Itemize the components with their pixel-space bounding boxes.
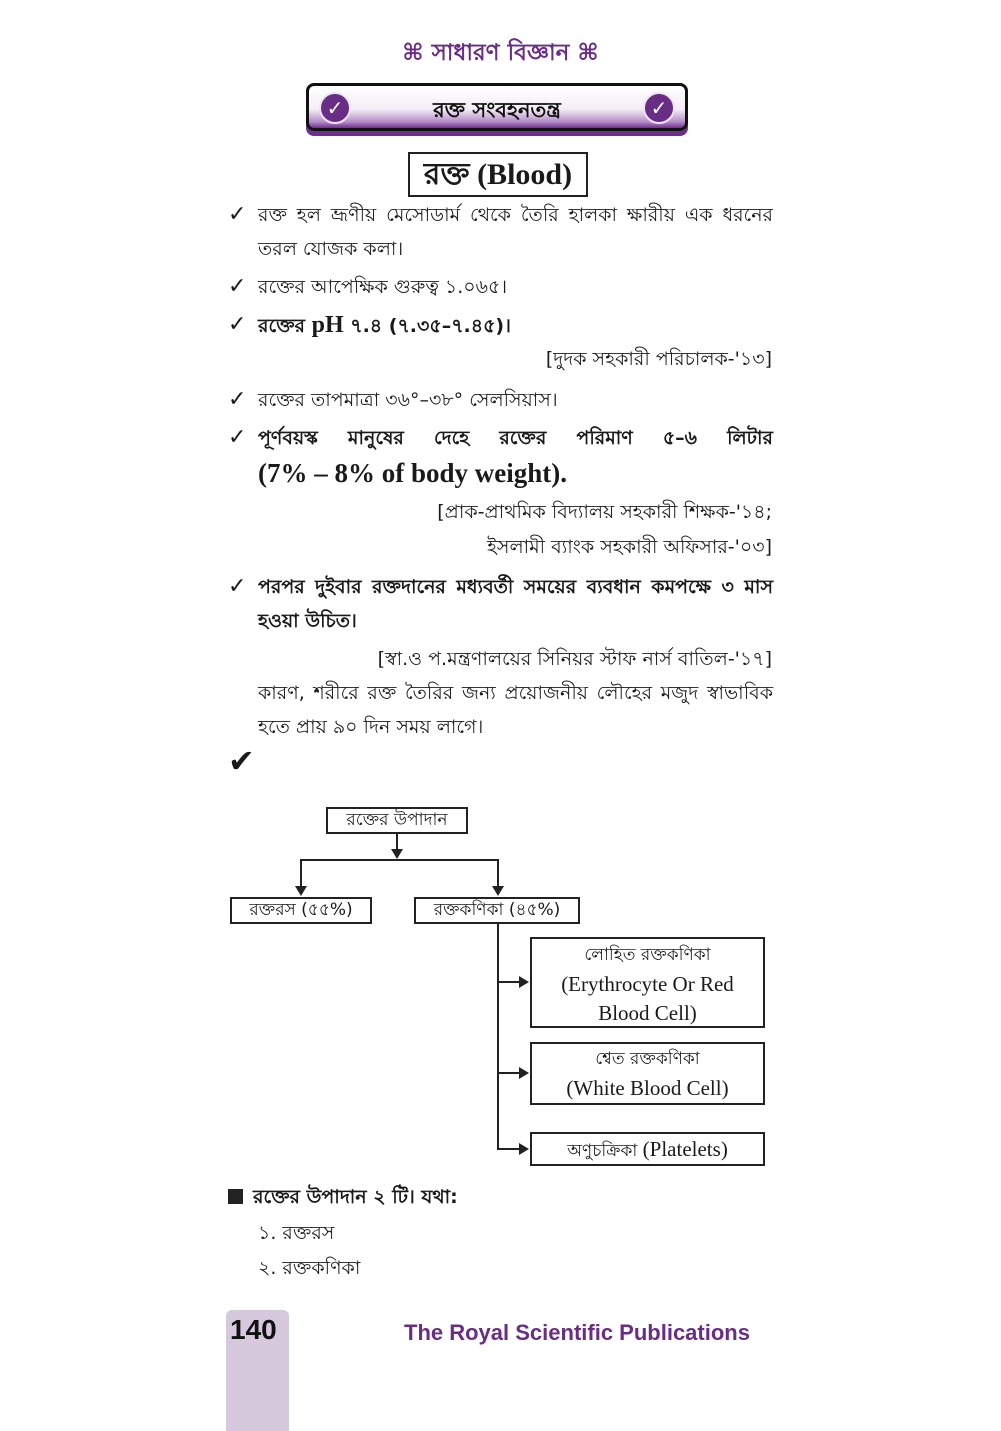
checkmark-icon: ✓ (228, 574, 247, 599)
check-circle-icon: ✓ (643, 92, 675, 124)
ph-label: pH (311, 312, 344, 338)
connector-line (497, 859, 499, 887)
connector-line (497, 924, 499, 1149)
rbc-label-en: (Erythrocyte Or Red (561, 972, 734, 996)
bullet-item (228, 421, 773, 491)
bullet-text: রক্তের (258, 315, 312, 337)
exam-reference: ইসলামী ব্যাংক সহকারী অফিসার-'০৩] (487, 536, 772, 558)
arrow-down-icon (295, 886, 307, 896)
connector-line (300, 859, 302, 887)
connector-line (497, 1148, 521, 1150)
platelet-label-en: (Platelets) (642, 1137, 728, 1161)
bullet-item (228, 270, 773, 304)
page-number: 140 (230, 1314, 277, 1345)
check-circle-icon: ✓ (319, 92, 351, 124)
arrow-down-icon (492, 886, 504, 896)
checkmark-icon: ✓ (228, 387, 247, 412)
bullet-text: ৭.৪ (৭.৩৫–৭.৪৫)। (343, 315, 511, 337)
rbc-label-en: Blood Cell) (598, 1001, 697, 1025)
platelet-label-bn: অণুচক্রিকা (567, 1141, 643, 1161)
diagram-wbc-box (530, 1042, 765, 1105)
bullet-text: রক্ত হল ভ্রূণীয় মেসোডার্ম থেকে তৈরি হালকা ক্ষারীয় এক ধরনের তরল যোজক কলা। (258, 204, 773, 260)
topic-banner (306, 83, 688, 131)
checkmark-icon: ✔ (228, 742, 255, 780)
connector-line (497, 981, 521, 983)
reason-paragraph: কারণ, শরীরে রক্ত তৈরির জন্য প্রয়োজনীয় লৌহের মজুদ স্বাভাবিক হতে প্রায় ৯০ দিন সময় লাগে। (258, 682, 773, 738)
arrow-down-icon (391, 849, 403, 859)
bullet-text: রক্তের আপেক্ষিক গুরুত্ব ১.০৬৫। (258, 276, 508, 298)
list-item: ১. রক্তরস (258, 1222, 335, 1244)
checkmark-icon: ✓ (228, 274, 247, 299)
diagram-rbc-box (530, 937, 765, 1028)
wbc-label-en: (White Blood Cell) (566, 1076, 729, 1100)
publisher-name: The Royal Scientific Publications (404, 1320, 750, 1345)
diagram-plasma-box: রক্তরস (৫৫%) (230, 897, 372, 924)
bullet-item (228, 308, 773, 343)
bullet-text-english: (7% – 8% of body weight). (258, 458, 567, 488)
summary-heading (228, 1183, 458, 1215)
exam-reference: [স্বা.ও প.মন্ত্রণালয়ের সিনিয়র স্টাফ নার্স বাতিল-'১৭] (377, 648, 772, 670)
wbc-label-bn: শ্বেত রক্তকণিকা (595, 1049, 700, 1069)
checkmark-icon: ✓ (228, 202, 247, 227)
list-item: ২. রক্তকণিকা (258, 1257, 361, 1279)
bullet-text: রক্তের তাপমাত্রা ৩৬°–৩৮° সেলসিয়াস। (258, 389, 558, 411)
section-title: রক্ত (Blood) (408, 152, 588, 197)
diagram-corpuscle-box: রক্তকণিকা (৪৫%) (414, 897, 580, 924)
exam-reference: [দুদক সহকারী পরিচালক-'১৩] (545, 348, 772, 370)
bullet-item (228, 198, 773, 266)
connector-line (396, 834, 398, 850)
bullet-item (228, 383, 773, 417)
reason-text (258, 676, 773, 744)
diagram-platelet-box (530, 1132, 765, 1166)
banner-title: রক্ত সংবহনতন্ত্র (433, 98, 561, 122)
bullet-text: পরপর দুইবার রক্তদানের মধ্যবর্তী সময়ের ব্যবধান কমপক্ষে ৩ মাস হওয়া উচিত। (258, 576, 773, 632)
summary-heading-text: রক্তের উপাদান ২ টি। যথা: (253, 1186, 458, 1208)
connector-line (497, 1072, 521, 1074)
connector-line (300, 859, 498, 861)
square-bullet-icon (228, 1189, 243, 1204)
rbc-label-bn: লোহিত রক্তকণিকা (584, 945, 711, 965)
bullet-item (228, 570, 773, 638)
chapter-header: ⌘ সাধারণ বিজ্ঞান ⌘ (402, 40, 599, 66)
checkmark-icon: ✓ (228, 312, 247, 337)
bullet-text: পূর্ণবয়স্ক মানুষের দেহে রক্তের পরিমাণ ৫–৬ লিটার (258, 427, 773, 449)
arrow-right-icon (519, 1143, 529, 1155)
exam-reference: [প্রাক-প্রাথমিক বিদ্যালয় সহকারী শিক্ষক-'১৪; (437, 501, 772, 523)
arrow-right-icon (519, 1067, 529, 1079)
checkmark-icon: ✓ (228, 425, 247, 450)
diagram-root-box: রক্তের উপাদান (326, 807, 468, 834)
arrow-right-icon (519, 976, 529, 988)
